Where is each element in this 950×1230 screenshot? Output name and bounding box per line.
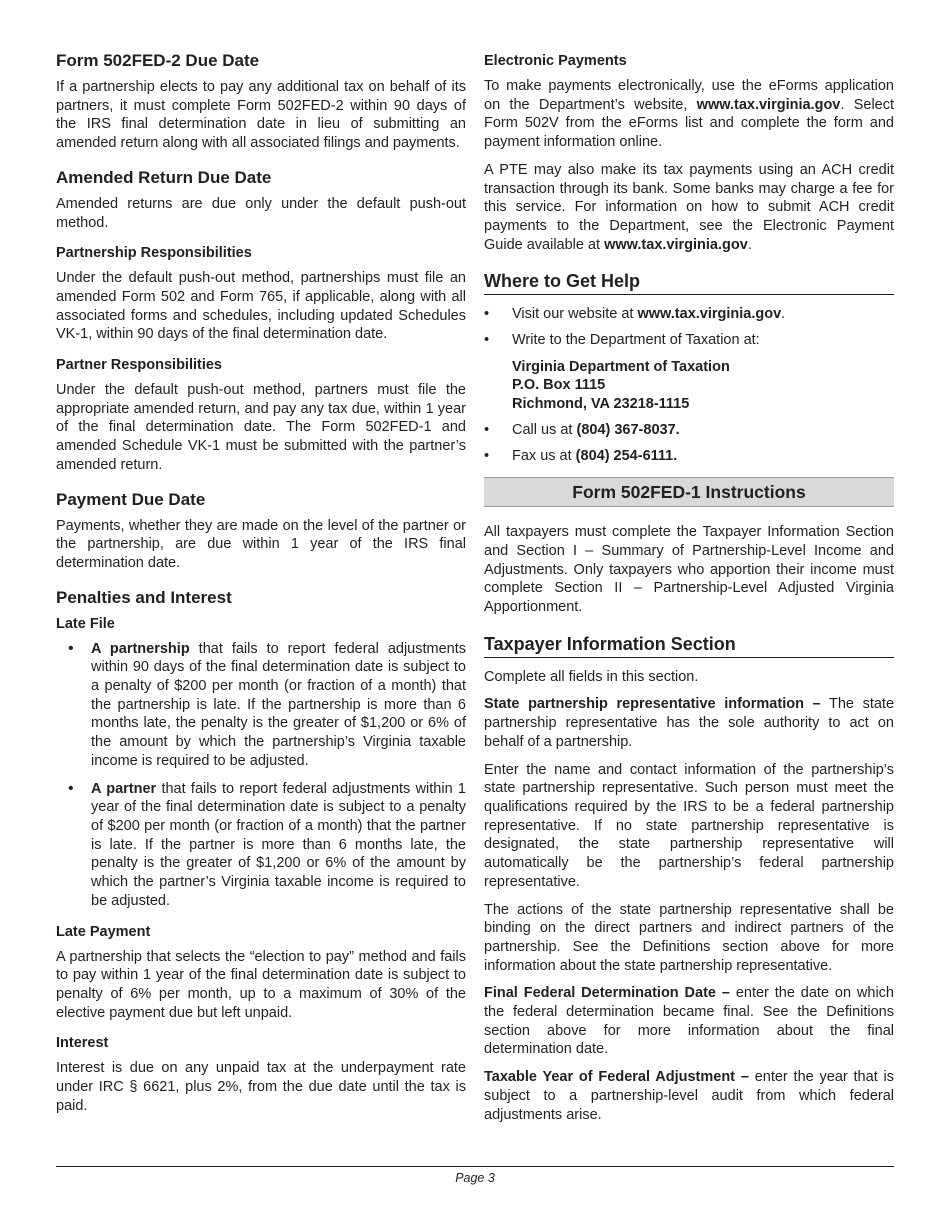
heading-taxpayer-information: Taxpayer Information Section xyxy=(484,633,894,658)
paragraph-final-determination-date: Final Federal Determination Date – enter the date on which the federal determination became final. See the Definitions section above for more information about the final determination date. xyxy=(484,985,894,1058)
list-item: • Visit our website at www.tax.virginia.gov. xyxy=(484,306,786,323)
paragraph-electronic-payments: To make payments electronically, use the eForms application on the Department’s website, www.tax.virginia.gov. Select Form 502V from the eForms list and complete the form and payment information online. xyxy=(484,78,895,151)
paragraph-ach-payments: A PTE may also make its tax payments using an ACH credit transaction through its bank. Some banks may charge a fee for this service. For information on how to submit ACH credit payments to the Department, see the Electronic Payment Guide available at www.tax.virginia.gov. xyxy=(484,161,894,253)
heading-partnership-responsibilities: Partnership Responsibilities xyxy=(56,245,252,262)
subheading-late-file: Late File xyxy=(56,615,115,632)
list-item: • A partner that fails to report federal adjustments within 1 year of the final determination date is subject to a penalty of $200 per month (or fraction of a month) that the partner is late. If the partner is more than 6 months late, the penalty is the greater of $1,200 or 6% of the amount by which the partner’s Virginia taxable income is required to be adjusted. xyxy=(68,779,466,909)
bullet-icon: • xyxy=(484,306,490,323)
bullet-icon: • xyxy=(484,421,490,438)
list-item: • Write to the Department of Taxation at: xyxy=(484,332,760,349)
phone-number: (804) 367-8037. xyxy=(576,421,680,438)
subheading-late-payment: Late Payment xyxy=(56,923,151,940)
mailing-address: Virginia Department of Taxation P.O. Box 1115 Richmond, VA 23218-1115 xyxy=(512,358,730,413)
page-footer xyxy=(56,1166,894,1189)
page-number: Page 3 xyxy=(455,1171,495,1185)
heading-penalties-and-interest: Penalties and Interest xyxy=(56,587,232,607)
paragraph-state-rep-actions: The actions of the state partnership representative shall be binding on the direct partners and indirect partners of the partnership. See the Definitions section above for more information about the state partnership representative. xyxy=(484,901,894,974)
paragraph-502fed2-due-date: If a partnership elects to pay any additional tax on behalf of its partners, it must complete Form 502FED-2 within 90 days of the IRS final determination date in lieu of submitting an amended return along with all associated filings and payments. xyxy=(56,79,466,152)
heading-amended-return-due-date: Amended Return Due Date xyxy=(56,167,272,187)
paragraph-partner-responsibilities: Under the default push-out method, partners must file the appropriate amended return, and pay any tax due, within 1 year of the final determination date. The Form 502FED-1 and amended Schedule VK-1 must be submitted with the partner’s amended return. xyxy=(56,382,466,473)
help-list-contact xyxy=(484,421,894,465)
paragraph-late-payment: A partnership that selects the “election to pay” method and fails to pay within 1 year of the final determination date is subject to penalty of 6% per month, up to a maximum of 30% of the elective payment due but left unpaid. xyxy=(56,948,466,1021)
website-link[interactable]: www.tax.virginia.gov xyxy=(696,96,841,113)
late-file-list xyxy=(56,640,466,911)
heading-electronic-payments: Electronic Payments xyxy=(484,53,627,69)
list-item: • Call us at (804) 367-8037. xyxy=(484,421,680,438)
paragraph-state-rep-contact: Enter the name and contact information of the partnership’s state partnership representative. Such person must meet the qualifications required by the IRS to be a federal partnership representative. If no state partnership representative is designated, the state partnership representative will automatically be the partnership’s federal partnership representative. xyxy=(484,761,894,890)
bullet-icon: • xyxy=(68,639,74,657)
website-link[interactable]: www.tax.virginia.gov xyxy=(637,306,782,323)
right-column xyxy=(484,50,894,1133)
heading-502fed2-due-date: Form 502FED-2 Due Date xyxy=(56,51,260,70)
paragraph-interest: Interest is due on any unpaid tax at the underpayment rate under IRC § 6621, plus 2%, from the due date until the tax is paid. xyxy=(56,1060,466,1114)
paragraph-instructions-intro: All taxpayers must complete the Taxpayer Information Section and Section I – Summary of Partnership-Level Income and Adjustments. Only taxpayers who apportion their income must complete Section II – Partnership-Level Adjusted Virginia Apportionment. xyxy=(484,524,894,616)
heading-payment-due-date: Payment Due Date xyxy=(56,489,206,509)
bullet-icon: • xyxy=(68,779,74,797)
fax-number: (804) 254-6111. xyxy=(575,447,678,464)
help-list xyxy=(484,305,894,349)
bullet-icon: • xyxy=(484,447,490,464)
list-item: • Fax us at (804) 254-6111. xyxy=(484,447,678,464)
paragraph-amended-return: Amended returns are due only under the default push-out method. xyxy=(56,195,466,231)
left-column xyxy=(56,50,466,1124)
heading-partner-responsibilities: Partner Responsibilities xyxy=(56,357,222,374)
paragraph-complete-fields: Complete all fields in this section. xyxy=(484,668,699,685)
paragraph-partnership-responsibilities: Under the default push-out method, partnerships must file an amended Form 502 and Form 765, if applicable, along with all associated forms and schedules, including updated Schedules VK-1, within 90 days of the final determination date. xyxy=(56,270,466,343)
subheading-interest: Interest xyxy=(56,1035,109,1052)
section-banner: Form 502FED-1 Instructions xyxy=(484,477,894,507)
paragraph-state-rep: State partnership representative information – The state partnership representative has the sole authority to act on behalf of a partnership. xyxy=(484,696,895,750)
list-item: • A partnership that fails to report federal adjustments within 90 days of the final determination date is subject to a penalty of $200 per month (or fraction of a month) that the partnership is late. If the partnership is more than 6 months late, the penalty is the greater of $1,200 or 6% of the amount by which the partnership’s Virginia taxable income is required to be adjusted. xyxy=(68,639,466,769)
paragraph-taxable-year: Taxable Year of Federal Adjustment – enter the year that is subject to a partnership-level audit from which federal adjustments arise. xyxy=(484,1069,894,1123)
website-link[interactable]: www.tax.virginia.gov xyxy=(604,236,748,253)
paragraph-payment-due-date: Payments, whether they are made on the level of the partner or the partnership, are due within 1 year of the IRS final determination date. xyxy=(56,517,466,571)
bullet-icon: • xyxy=(484,332,490,349)
heading-where-to-get-help: Where to Get Help xyxy=(484,270,894,295)
